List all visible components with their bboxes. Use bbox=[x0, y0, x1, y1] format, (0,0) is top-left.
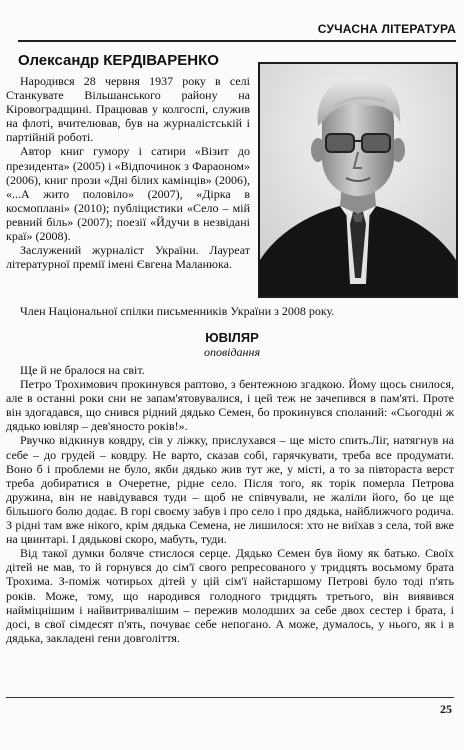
section-header: СУЧАСНА ЛІТЕРАТУРА bbox=[317, 22, 456, 36]
bio-paragraph: Автор книг гумору і сатири «Візит до президента» (2005) і «Відпочинок з Фараоном» (2006), книг прози «Дні білих камінців» (2006), «...А жито половіло» (2007), «Дірка в космоплані» (2010); публіцистики «Село – мій ревний біль» (2007); поезії «Йдучи в незвідані краї» (2008). bbox=[6, 144, 250, 244]
bio-paragraph: Народився 28 червня 1937 року в селі Станкувате Вільшанського району на Кіровоградщині. Працював у колгоспі, служив на флоті, вчителював, був на журналістській і партійній роботі. bbox=[6, 74, 250, 145]
author-portrait bbox=[258, 62, 458, 298]
bio-paragraph: Заслужений журналіст України. Лауреат літературної премії імені Євгена Маланюка. bbox=[6, 243, 250, 272]
portrait-illustration bbox=[260, 64, 456, 296]
author-name: Олександр КЕРДІВАРЕНКО bbox=[18, 52, 219, 69]
story-text bbox=[6, 363, 454, 645]
author-bio bbox=[6, 74, 250, 271]
story-paragraph: Ще й не бралося на світ. bbox=[20, 363, 145, 377]
footer-rule bbox=[6, 697, 454, 698]
membership-line: Член Національної спілки письменників України з 2008 року. bbox=[20, 304, 335, 318]
story-paragraph: Рвучко відкинув ковдру, сів у ліжку, прислухався – ще місто спить.Ліг, натягнув на себе – до грудей – ковдру. Не варто, сказав собі, гарячкувати, треба все продумати. Воно б і проблеми не було, якби дядько жив тут же, у місті, а то за півтораста верст треба добиратися в Очеретне, рідне село. Після того, як торік померла Петрова дружина, він не навідувався туди – щоб не співчували, не жаліли його, бо це ще більшого болю додає. В горі своєму забув і про село і про дядька, найближчого родича. З рідні там вже нікого, крім дядька Семена, не лишилося: хто не виїхав з села, той вже на цвинтарі. І дядькові скоро, мабуть, туди. bbox=[6, 433, 454, 547]
story-title: ЮВІЛЯР bbox=[205, 330, 259, 345]
header-rule bbox=[18, 40, 456, 42]
story-genre: оповідання bbox=[203, 345, 261, 359]
page-number: 25 bbox=[440, 702, 452, 716]
story-paragraph: Петро Трохимович прокинувся раптово, з бентежною згадкою. Йому щось снилося, але в останні роки сни не запам'ятовувалися, і цей теж не зачепився в пам'яті. Проте він здогадався, що снився рідний дядько Семен, бо прокинувся споланий: «Сьогодні ж дядько ювіляр – дев'яносто років!». bbox=[6, 377, 454, 434]
story-paragraph: Від такої думки боляче стислося серце. Дядько Семен був йому як батько. Своїх дітей не мав, то й горнувся до сім'ї свого репресованого у тридцять восьмому брата Трохима. З-поміж чотирьох дітей у цій сім'ї найстаршому Петрові було тоді п'ять років. Може, тому, що народився голодного тридцять третього, він виявився найміцнішим і найвитривалішим – пережив молодших за себе двох сестер і брата, і досі, в свої сімдесят п'ять, почуває себе непогано. А може, думалось, у нього, як і в дядька, закладені гени довголіття. bbox=[6, 546, 454, 645]
